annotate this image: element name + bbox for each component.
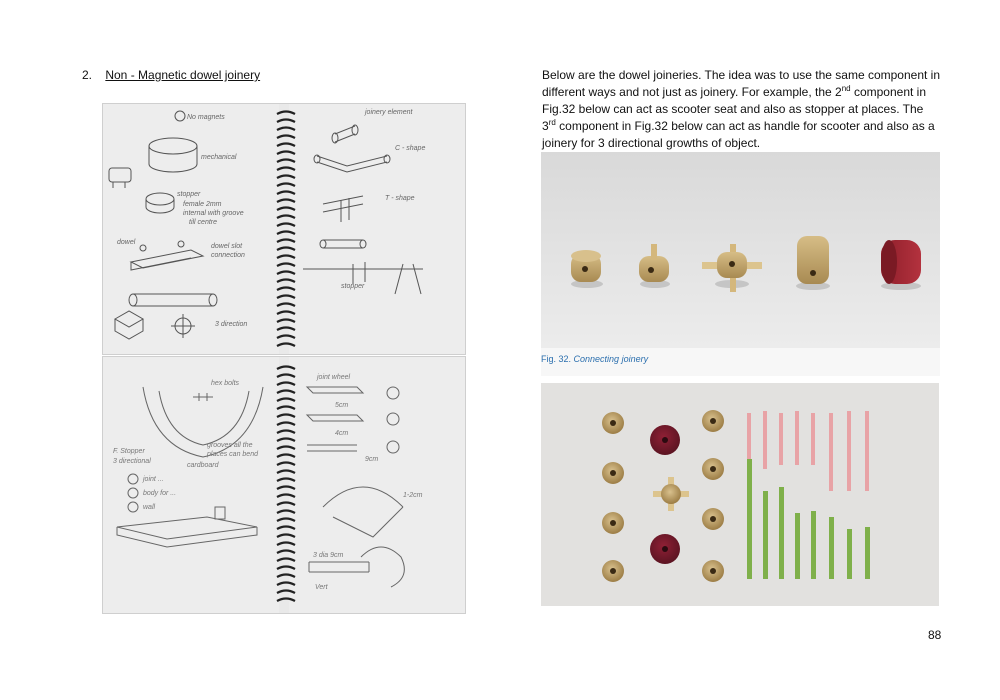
paragraph-part-3: component in Fig.32 below can act as handle for scooter and also as a joinery for 3 directional growths of object. — [542, 119, 935, 150]
note-9cm: 9cm — [365, 456, 379, 463]
note-mechanical: mechanical — [201, 154, 237, 161]
section-title: Non - Magnetic dowel joinery — [105, 68, 261, 82]
dowel-component-3 — [702, 244, 762, 292]
note-3-directional: 3 directional — [113, 458, 151, 465]
note-joint: joint ... — [143, 476, 164, 483]
note-grooves: grooves all the — [207, 442, 253, 449]
note-wall: wall — [143, 504, 156, 511]
paragraph-part-1: Below are the dowel joineries. The idea was to use the same component in different ways and not just as joinery. For example, the 2 — [542, 68, 941, 99]
note-places-bend: places can bend — [207, 451, 258, 458]
section-number: 2. — [82, 68, 93, 82]
note-joinery-element: joinery element — [365, 109, 413, 116]
note-5cm: 5cm — [335, 402, 349, 409]
note-4cm: 4cm — [335, 430, 349, 437]
note-joint-wheel: joint wheel — [317, 374, 351, 381]
note-internal: internal with groove — [183, 210, 244, 217]
figure-caption — [541, 354, 648, 364]
wood-dowels-right — [702, 410, 724, 582]
figure-label: Fig. 32. — [541, 354, 572, 364]
note-body: body for ... — [143, 490, 177, 497]
note-stopper: stopper — [177, 191, 201, 198]
note-cardboard: cardboard — [187, 462, 219, 469]
pink-dowel-sticks — [747, 411, 869, 491]
sketch-drawings-bottom — [103, 357, 465, 613]
note-1-2cm: 1-2cm — [403, 492, 423, 499]
note-no-magnets: No magnets — [187, 114, 225, 121]
body-paragraph — [542, 67, 940, 152]
note-vert: Vert — [315, 584, 328, 591]
joinery-components-drawing — [541, 152, 940, 348]
superscript-rd: rd — [548, 118, 556, 127]
joinery-components-photo — [541, 152, 940, 348]
note-dowel-slot: dowel slot — [211, 243, 243, 250]
dowel-component-2 — [639, 244, 670, 288]
sketch-drawings-top — [103, 104, 465, 354]
note-hex-bolts: hex bolts — [211, 380, 240, 387]
dowel-component-1 — [571, 250, 603, 288]
note-till-centre: till centre — [189, 219, 218, 226]
note-t-shape: T - shape — [385, 195, 415, 202]
components-layout-drawing — [541, 383, 939, 606]
wood-dowels-left — [602, 412, 624, 582]
components-layout-photo — [541, 383, 939, 606]
note-connection: connection — [211, 252, 245, 259]
paragraph-part-2: component in Fig.32 below can act as scooter seat and also as stopper at places. The 3 — [542, 85, 927, 133]
sketchbook-top-image — [102, 103, 466, 355]
figure-caption-text: Connecting joinery — [573, 354, 649, 364]
note-stopper-right: stopper — [341, 283, 365, 290]
dowel-component-4 — [796, 236, 830, 290]
note-3-direction: 3 direction — [215, 321, 248, 328]
note-dowel: dowel — [117, 239, 136, 246]
red-wheel-component — [881, 240, 921, 290]
section-heading — [82, 68, 260, 82]
three-way-joint — [653, 477, 689, 511]
note-female: female 2mm — [183, 201, 222, 208]
green-dowel-sticks — [747, 459, 870, 579]
note-3-dia: 3 dia 9cm — [313, 552, 344, 559]
page-number: 88 — [928, 628, 942, 642]
note-f-stopper: F. Stopper — [113, 448, 145, 455]
superscript-nd: nd — [841, 84, 851, 93]
sketchbook-bottom-image — [102, 356, 466, 614]
note-c-shape: C - shape — [395, 145, 426, 152]
